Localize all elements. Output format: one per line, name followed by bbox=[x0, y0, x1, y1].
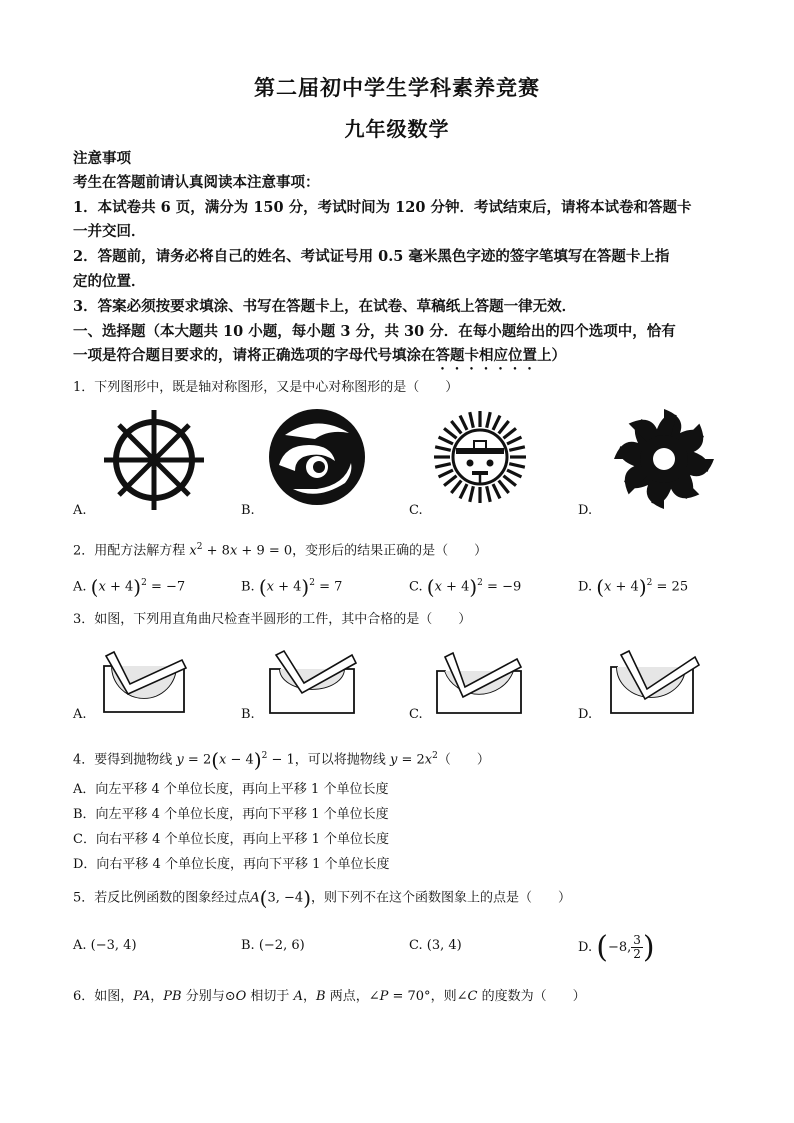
q5-label-b: B. bbox=[241, 938, 255, 953]
sun-ray bbox=[435, 447, 451, 451]
sun-ray bbox=[507, 437, 521, 444]
notice-item-1: 1．本试卷共 6 页，满分为 150 分，考试时间为 120 分钟．考试结束后，请将本试卷和答题卡 bbox=[73, 199, 692, 216]
q4-option-c[interactable]: C．向右平移 4 个单位长度，再向上平移 1 个单位长度 bbox=[73, 832, 390, 847]
sun-ray bbox=[507, 470, 521, 477]
ruler-workpiece-a-figure bbox=[98, 648, 192, 716]
sun-ray bbox=[470, 486, 474, 502]
sun-ray bbox=[439, 437, 453, 444]
sun-ray bbox=[451, 421, 461, 434]
q2-rhs-d: 25 bbox=[671, 579, 689, 595]
q2-option-d[interactable]: D. $(x + 4)^2 = 25$ bbox=[578, 575, 689, 599]
ruler-workpiece-b-figure bbox=[266, 645, 360, 717]
q6-stem-pre: 6．如图， bbox=[73, 989, 134, 1004]
q2-option-b[interactable]: B. $(x + 4)^2 = 7$ bbox=[241, 575, 343, 599]
q4-option-b[interactable]: B．向左平移 4 个单位长度，再向下平移 1 个单位长度 bbox=[73, 807, 389, 822]
sun-ray bbox=[460, 484, 467, 498]
swirl-figure-icon bbox=[265, 405, 370, 510]
sun-ray bbox=[503, 428, 516, 438]
q5-option-d[interactable]: D. (−8, $\frac{3}{2}$ ) bbox=[578, 930, 655, 965]
fraction bbox=[631, 934, 643, 961]
q4-stem-post: （ ） bbox=[437, 752, 490, 768]
q6-stem-mid4: ，则∠ bbox=[430, 989, 468, 1004]
notice-item-1-cont: 一并交回． bbox=[73, 223, 146, 240]
q5-option-c[interactable] bbox=[409, 938, 462, 953]
sun-face-figure-icon bbox=[430, 405, 530, 510]
section-1-text-end: 上） bbox=[537, 347, 566, 364]
q2-label-d: D. bbox=[578, 579, 593, 595]
question-2-stem: 2．用配方法解方程 $x^2 + 8x + 9 = 0$，变形后的结果正确的是（ ） bbox=[73, 542, 488, 559]
notice-heading: 注意事项 bbox=[73, 150, 131, 167]
sun-ray bbox=[509, 464, 525, 468]
q5-value-a: (−3, 4) bbox=[90, 938, 137, 953]
section-1-heading: 一、选择题（本大题共 10 小题，每小题 3 分，共 30 分．在每小题给出的四个选项中，恰有 bbox=[73, 323, 676, 340]
q5-value-c: (3, 4) bbox=[426, 938, 462, 953]
q2-label-b: B. bbox=[241, 579, 255, 595]
q1-option-a[interactable]: A. bbox=[73, 503, 87, 518]
q2-rhs-c: −9 bbox=[502, 579, 522, 595]
q6-stem-mid2: 相切于 bbox=[250, 989, 290, 1004]
sun-ray bbox=[439, 470, 453, 477]
sun-ray bbox=[487, 412, 491, 428]
q2-rhs-b: 7 bbox=[334, 579, 343, 595]
sun-ray bbox=[444, 428, 457, 438]
q3-option-d[interactable]: D. bbox=[578, 707, 593, 722]
notice-item-2-cont: 定的位置． bbox=[73, 273, 146, 290]
sun-ray bbox=[451, 480, 461, 493]
q5-stem-post: ，则下列不在这个函数图象上的点是（ ） bbox=[311, 890, 572, 906]
q3-option-a[interactable]: A. bbox=[73, 707, 87, 722]
q4-option-d[interactable]: D．向右平移 4 个单位长度，再向下平移 1 个单位长度 bbox=[73, 857, 390, 872]
q6-stem-mid3: 两点， bbox=[329, 989, 369, 1004]
q2-label-a: A. bbox=[73, 579, 87, 595]
exam-title: 第二届初中学生学科素养竞赛 bbox=[254, 75, 540, 100]
question-5-stem: 5．若反比例函数的图象经过点A(3, −4)，则下列不在这个函数图象上的点是（ ） bbox=[73, 886, 572, 910]
q5-value-d: −8, bbox=[607, 940, 632, 955]
q5-option-b[interactable] bbox=[241, 938, 305, 953]
notice-item-2: 2．答题前，请务必将自己的姓名、考试证号用 0.5 毫米黑色字迹的签字笔填写在答题卡上指 bbox=[73, 248, 670, 265]
sun-ray bbox=[493, 416, 500, 430]
q1-option-b[interactable]: B. bbox=[241, 503, 255, 518]
fraction-denominator: 2 bbox=[633, 947, 641, 961]
q5-value-b: (−2, 6) bbox=[258, 938, 305, 953]
question-3-stem: 3．如图，下列用直角曲尺检查半圆形的工件，其中合格的是（ ） bbox=[73, 612, 472, 627]
q2-stem-pre: 2．用配方法解方程 bbox=[73, 543, 186, 559]
q6-stem-mid1: 分别与⊙ bbox=[185, 989, 236, 1004]
section-1-heading-cont bbox=[73, 344, 733, 373]
q2-stem-post: ，变形后的结果正确的是（ ） bbox=[292, 543, 488, 559]
q4-stem-pre: 4．要得到抛物线 bbox=[73, 752, 173, 768]
q3-option-b[interactable]: B. bbox=[241, 707, 255, 722]
q2-rhs-a: −7 bbox=[165, 579, 186, 595]
question-1-stem: 1．下列图形中，既是轴对称图形，又是中心对称图形的是（ ） bbox=[73, 380, 459, 395]
q5-label-d: D. bbox=[578, 940, 593, 955]
notice-item-3: 3．答案必须按要求填涂、书写在答题卡上，在试卷、草稿纸上答题一律无效． bbox=[73, 298, 577, 315]
q2-option-a[interactable]: A. $(x + 4)^2 = -7$ bbox=[73, 575, 186, 599]
q4-stem-mid: ，可以将抛物线 bbox=[294, 752, 386, 768]
q6-stem-post: 的度数为（ ） bbox=[481, 989, 586, 1004]
q2-option-c[interactable]: C. $(x + 4)^2 = -9$ bbox=[409, 575, 522, 599]
sun-ray bbox=[470, 412, 474, 428]
sun-ray bbox=[503, 476, 516, 486]
sun-ray bbox=[509, 447, 525, 451]
section-1-text: 一项是符合题目要求的，请将正确选项的字母代号填涂在 bbox=[73, 347, 436, 364]
emphasis-text: 答题卡相应位置 bbox=[435, 347, 537, 364]
ruler-workpiece-d-figure bbox=[607, 645, 701, 717]
fraction-numerator: 3 bbox=[633, 933, 641, 947]
ruler-workpiece-c-figure bbox=[433, 645, 527, 717]
sun-ray bbox=[444, 476, 457, 486]
q3-option-c[interactable]: C. bbox=[409, 707, 423, 722]
wheel-figure-icon bbox=[100, 405, 212, 513]
q1-option-c[interactable]: C. bbox=[409, 503, 423, 518]
q4-option-a[interactable]: A．向左平移 4 个单位长度，再向上平移 1 个单位长度 bbox=[73, 782, 389, 797]
sun-ray bbox=[487, 486, 491, 502]
sun-ray bbox=[460, 416, 467, 430]
q5-label-c: C. bbox=[409, 938, 423, 953]
sun-ray bbox=[493, 484, 500, 498]
question-6-stem: 6．如图，PA，PB 分别与⊙O 相切于 A，B 两点，∠P = 70°，则∠C 的度数为（ ） bbox=[73, 989, 586, 1004]
sun-ray bbox=[499, 421, 509, 434]
q5-option-a[interactable] bbox=[73, 938, 137, 953]
q5-label-a: A. bbox=[73, 938, 87, 953]
q2-label-c: C. bbox=[409, 579, 423, 595]
q1-option-d[interactable]: D. bbox=[578, 503, 593, 518]
question-4-stem: 4．要得到抛物线 $y = 2(x - 4)^2 - 1$，可以将抛物线 $y = 2x^2$（ ） bbox=[73, 747, 490, 772]
notice-intro: 考生在答题前请认真阅读本注意事项： bbox=[73, 174, 320, 191]
q5-stem-pre: 5．若反比例函数的图象经过点 bbox=[73, 890, 251, 906]
pinwheel-figure-icon bbox=[608, 403, 720, 515]
sun-ray bbox=[435, 464, 451, 468]
exam-subtitle: 九年级数学 bbox=[344, 117, 450, 141]
sun-ray bbox=[499, 480, 509, 493]
